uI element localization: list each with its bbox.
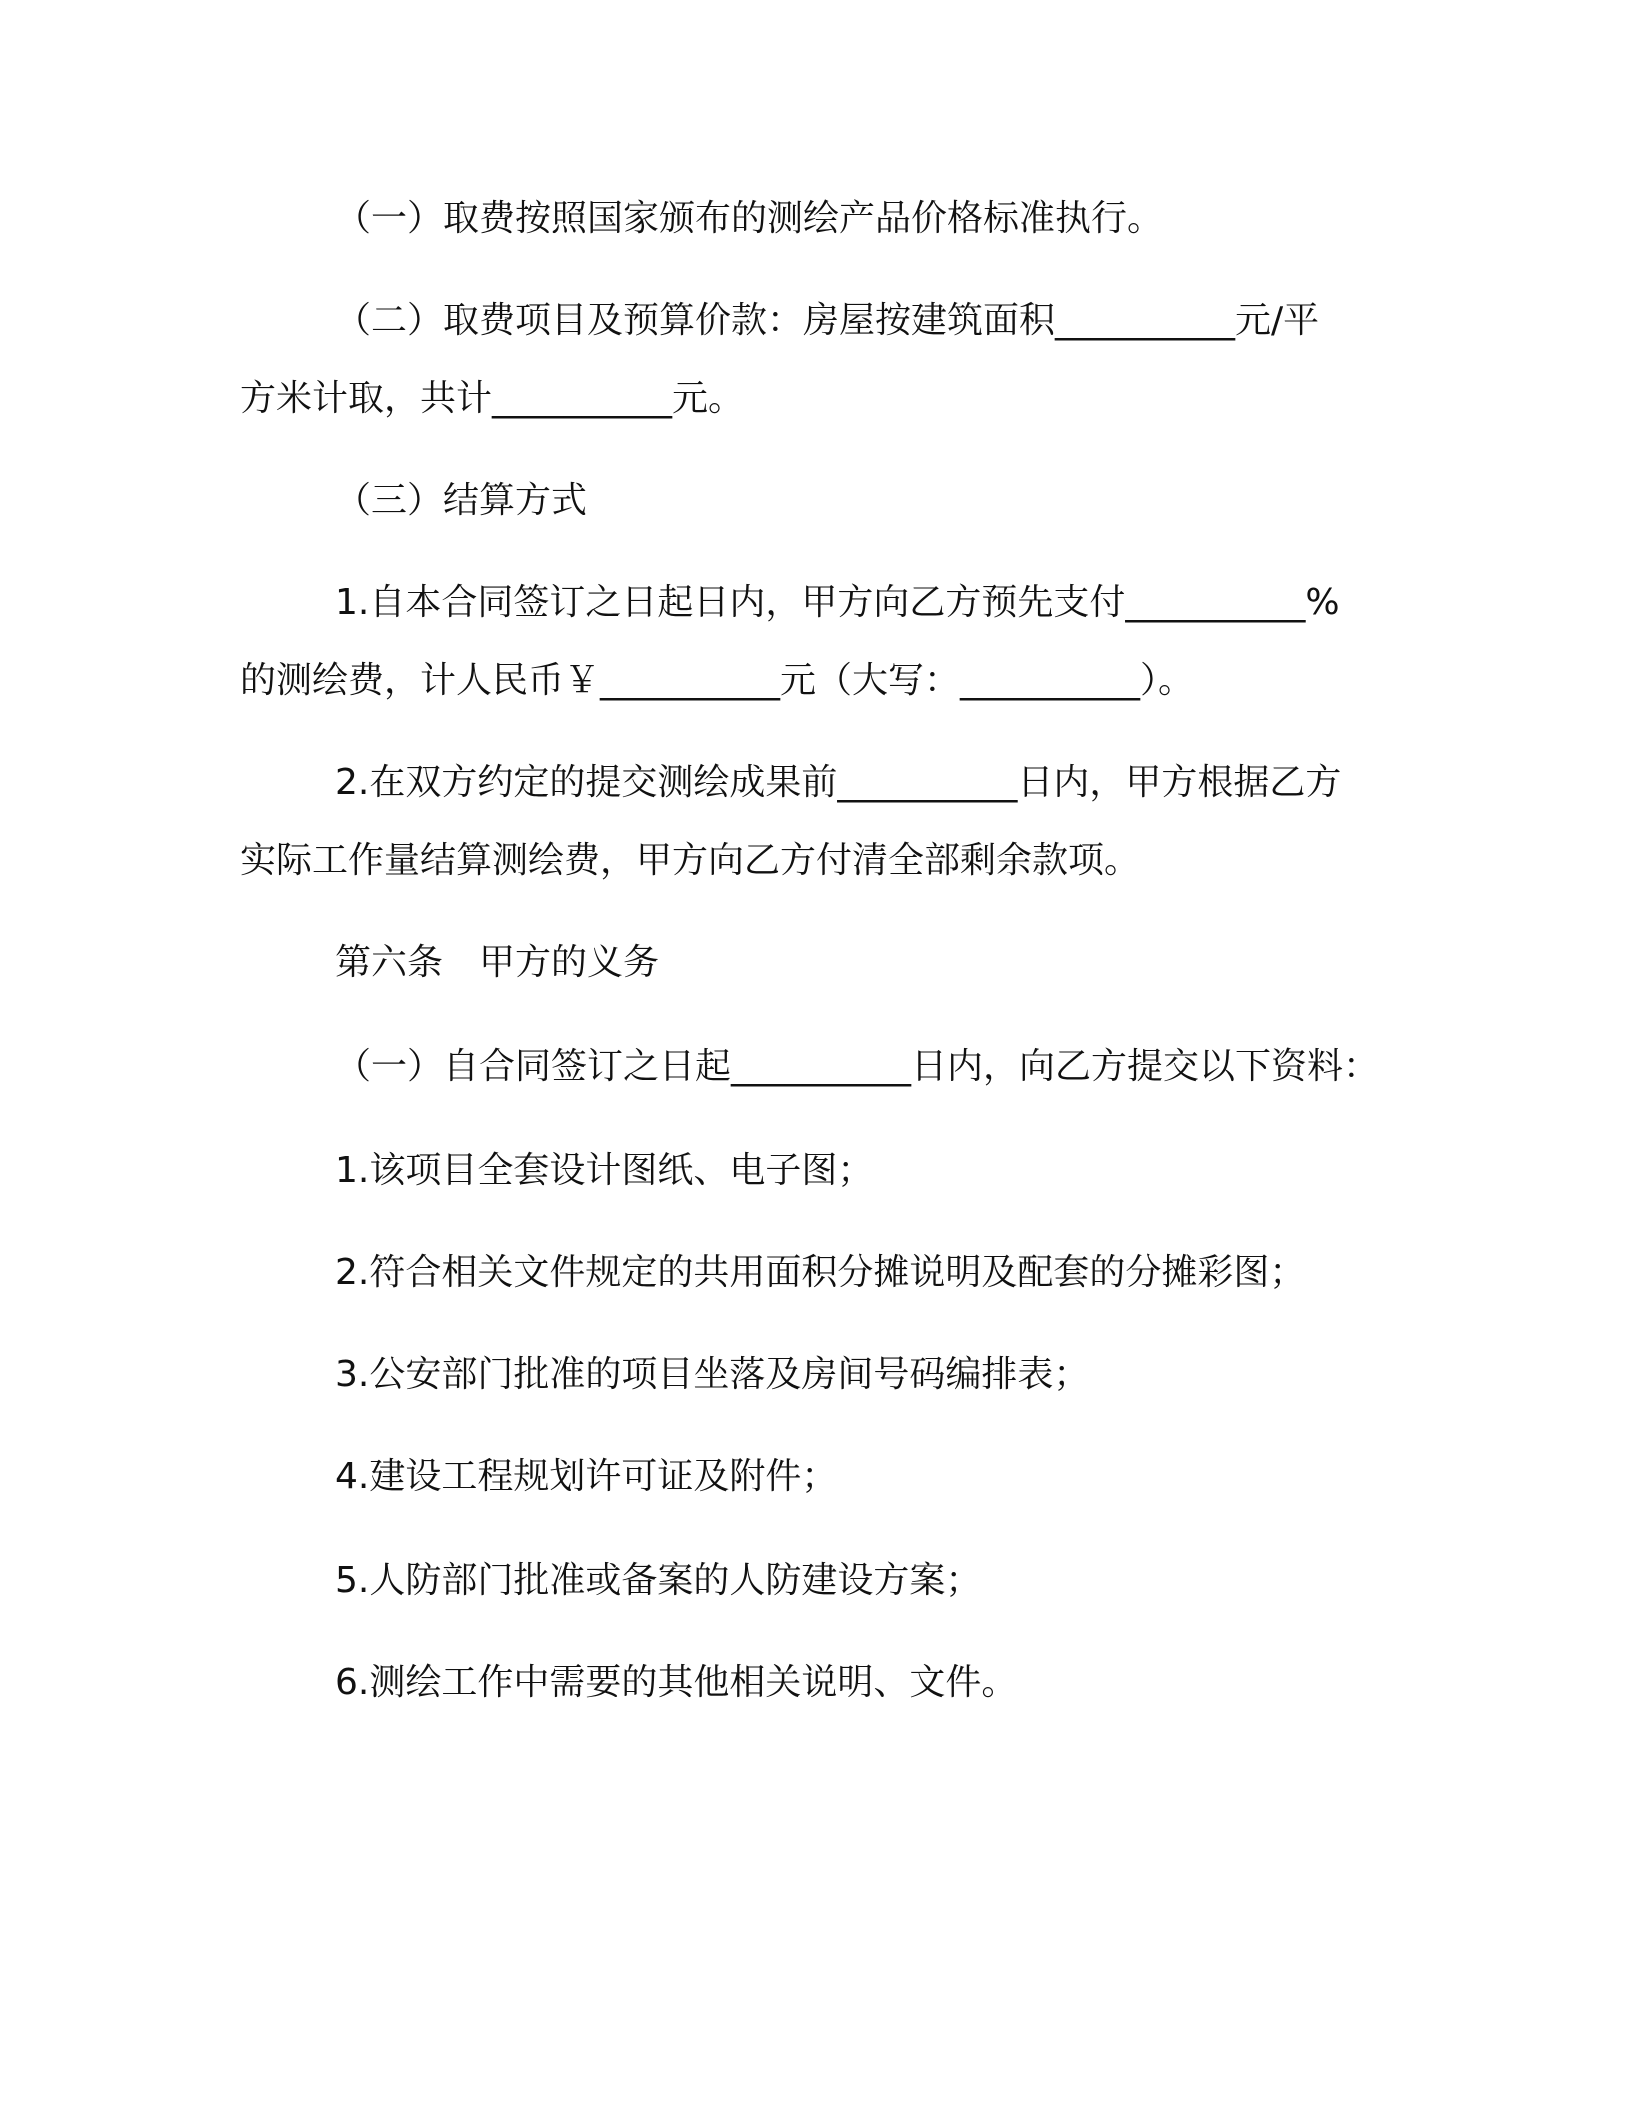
article-six-heading: [240, 924, 1390, 1002]
text-line: 4.建设工程规划许可证及附件；: [335, 1456, 838, 1497]
paragraph-fee-standard: [240, 180, 1390, 258]
text-line: 方米计取，共计__________元。: [240, 378, 745, 419]
text-line: 6.测绘工作中需要的其他相关说明、文件。: [335, 1662, 1018, 1703]
paragraph-final-settlement: [240, 744, 1390, 900]
text-line: 5.人防部门批准或备案的人防建设方案；: [335, 1560, 982, 1601]
paragraph-prepayment: [240, 564, 1390, 720]
list-item-other-documents: [240, 1644, 1390, 1722]
text-line: 的测绘费，计人民币￥__________元（大写：__________）。: [240, 660, 1195, 701]
text-line: （二）取费项目及预算价款：房屋按建筑面积__________元/平: [335, 300, 1320, 341]
text-line: （一）自合同签订之日起__________日内，向乙方提交以下资料：: [335, 1046, 1380, 1087]
list-item-shared-area: [240, 1234, 1390, 1312]
text-line: 1.自本合同签订之日起日内，甲方向乙方预先支付__________%: [335, 582, 1340, 623]
paragraph-settlement-heading: [240, 462, 1390, 540]
list-item-civil-defense: [240, 1542, 1390, 1620]
text-line: 2.符合相关文件规定的共用面积分摊说明及配套的分摊彩图；: [335, 1252, 1306, 1293]
text-line: 第六条 甲方的义务: [335, 942, 660, 983]
text-line: 实际工作量结算测绘费，甲方向乙方付清全部剩余款项。: [240, 840, 1141, 881]
text-line: 3.公安部门批准的项目坐落及房间号码编排表；: [335, 1354, 1090, 1395]
text-line: （三）结算方式: [335, 480, 588, 521]
list-item-design-drawings: [240, 1132, 1390, 1210]
list-item-room-numbering: [240, 1336, 1390, 1414]
paragraph-fee-items: [240, 282, 1390, 438]
paragraph-submit-materials: [240, 1028, 1390, 1106]
text-line: 2.在双方约定的提交测绘成果前__________日内，甲方根据乙方: [335, 762, 1342, 803]
list-item-planning-permit: [240, 1438, 1390, 1516]
text-line: （一）取费按照国家颁布的测绘产品价格标准执行。: [335, 198, 1164, 239]
text-line: 1.该项目全套设计图纸、电子图；: [335, 1150, 874, 1191]
